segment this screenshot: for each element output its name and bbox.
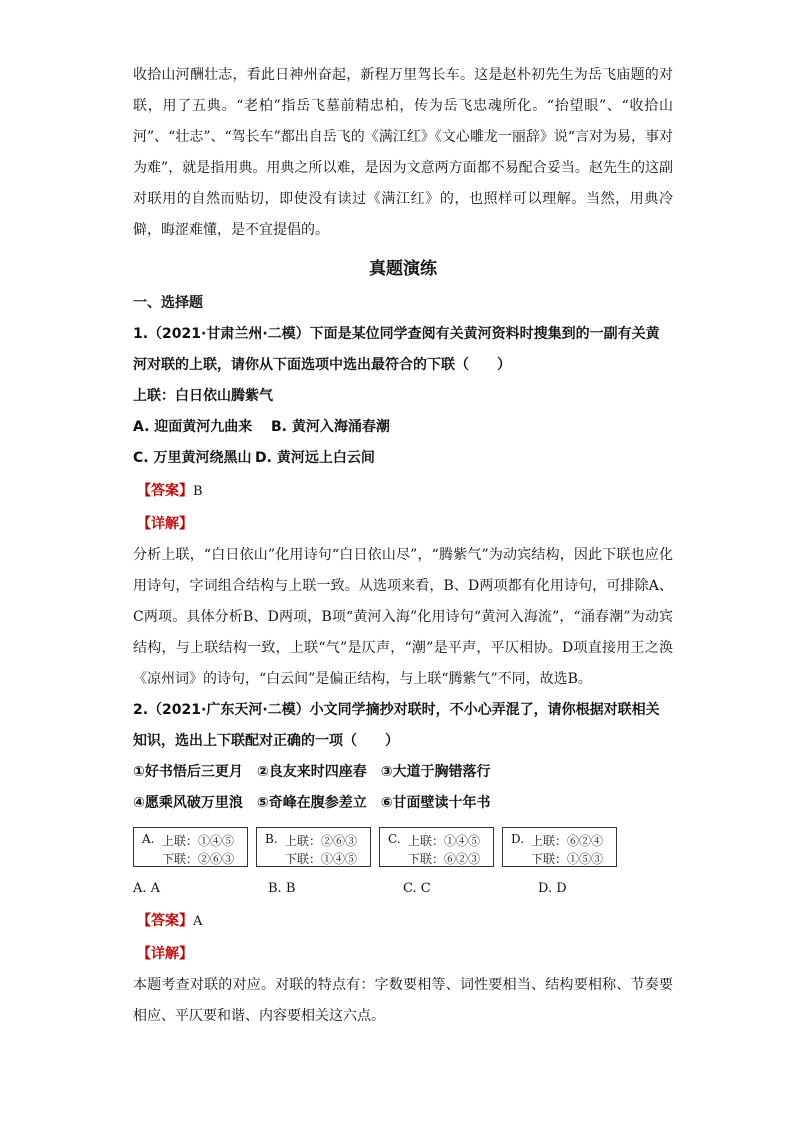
option-d: D. 黄河远上白云间 — [255, 450, 375, 466]
pairing-box-d — [502, 827, 617, 867]
question-1-options-row-2 — [133, 443, 673, 474]
option-a: A. 迎面黄河九曲来 — [133, 419, 253, 435]
detail-tag: 【详解】 — [137, 946, 193, 962]
option-b: B. 黄河入海涌春潮 — [271, 419, 390, 435]
section-subtitle: 一、选择题 — [133, 295, 203, 311]
box-label: C. — [388, 832, 401, 846]
pairing-options — [133, 827, 673, 867]
pairing-box-a — [133, 827, 248, 867]
choice-a: A. A — [133, 881, 161, 896]
choice-c: C. C — [403, 881, 431, 896]
section-title: 真题演练 — [369, 259, 437, 279]
choice-d: D. D — [538, 881, 567, 896]
option-c: C. 万里黄河绕黑山 — [133, 450, 252, 466]
intro-paragraph: 收拾山河酬壮志，看此日神州奋起，新程万里驾长车。这是赵朴初先生为岳飞庙题的对联，用了五典。“老柏”指岳飞墓前精忠柏，传为岳飞忠魂所化。“抬望眼”、“收拾山河”、“壮志”、“驾长车”都出自岳飞的《满江红》《文心雕龙一丽辞》说“言对为易，事对为难”，就是指用典。用典之所以难，是因为文意两方面都不易配合妥当。赵先生的这副对联用的自然而贴切，即使没有读过《满江红》的，也照样可以理解。当然，用典冷僻，晦涩难懂，是不宜提倡的。 — [133, 67, 673, 238]
box-label: B. — [265, 832, 278, 846]
question-2-stem: 2.（2021·广东天河·二模）小文同学摘抄对联时，不小心弄混了，请你根据对联相关知识，选出上下联配对正确的一项（ ） — [133, 702, 660, 749]
box-label: D. — [511, 832, 525, 846]
question-1-shanglian: 上联：白日依山腾紫气 — [133, 388, 273, 404]
answer-tag: 【答案】 — [137, 483, 193, 499]
document-page — [133, 60, 673, 1032]
question-2-line-2: ④愿乘风破万里浪 ⑤奇峰在腹参差立 ⑥甘面壁读十年书 — [133, 795, 491, 811]
box-upper: 上联：①④⑤ — [408, 834, 481, 848]
question-2-detail-tag — [133, 937, 673, 970]
question-1-detail: 分析上联，“白日依山”化用诗句“白日依山尽”，“腾紫气”为动宾结构，因此下联也应化用诗句，字词组合结构与上联一致。从选项来看，B、D两项都有化用诗句，可排除A、C两项。具体分析B、D两项，B项“黄河入海”化用诗句“黄河入海流”，“涌春潮”为动宾结构，与上联结构一致，上联“气”是仄声，“潮”是平声，平仄相协。D项直接用王之涣《凉州词》的诗句，“白云间”是偏正结构，与上联“腾紫气”不同，故选B。 — [133, 547, 673, 687]
question-2-detail: 本题考查对联的对应。对联的特点有：字数要相等、词性要相当、结构要相称、节奏要相应、平仄要和谐、内容要相关这六点。 — [133, 977, 673, 1024]
box-label: A. — [142, 832, 155, 846]
question-2-line-1: ①好书悟后三更月 ②良友来时四座春 ③大道于胸错落行 — [133, 764, 491, 780]
box-lower: 下联：②⑥③ — [162, 852, 235, 866]
box-lower: 下联：⑥②③ — [408, 852, 481, 866]
box-lower: 下联：①⑤③ — [531, 852, 604, 866]
answer-tag: 【答案】 — [137, 913, 193, 929]
question-1-stem: 1.（2021·甘肃兰州·二模）下面是某位同学查阅有关黄河资料时搜集到的一副有关黄河对联的上联，请你从下面选项中选出最符合的下联（ ） — [133, 326, 660, 373]
question-1-answer — [133, 474, 673, 507]
question-2-answer — [133, 904, 673, 937]
box-upper: 上联：②⑥③ — [285, 834, 358, 848]
pairing-box-c — [379, 827, 494, 867]
answer-value: A — [193, 914, 203, 929]
detail-tag: 【详解】 — [137, 516, 193, 532]
question-2-choices — [133, 873, 673, 904]
box-upper: 上联：①④⑤ — [162, 834, 235, 848]
box-upper: 上联：⑥②④ — [531, 834, 604, 848]
box-lower: 下联：①④⑤ — [285, 852, 358, 866]
choice-b: B. B — [268, 881, 296, 896]
pairing-box-b — [256, 827, 371, 867]
question-1-options-row-1 — [133, 412, 673, 443]
question-1-detail-tag — [133, 507, 673, 540]
answer-value: B — [193, 484, 203, 499]
